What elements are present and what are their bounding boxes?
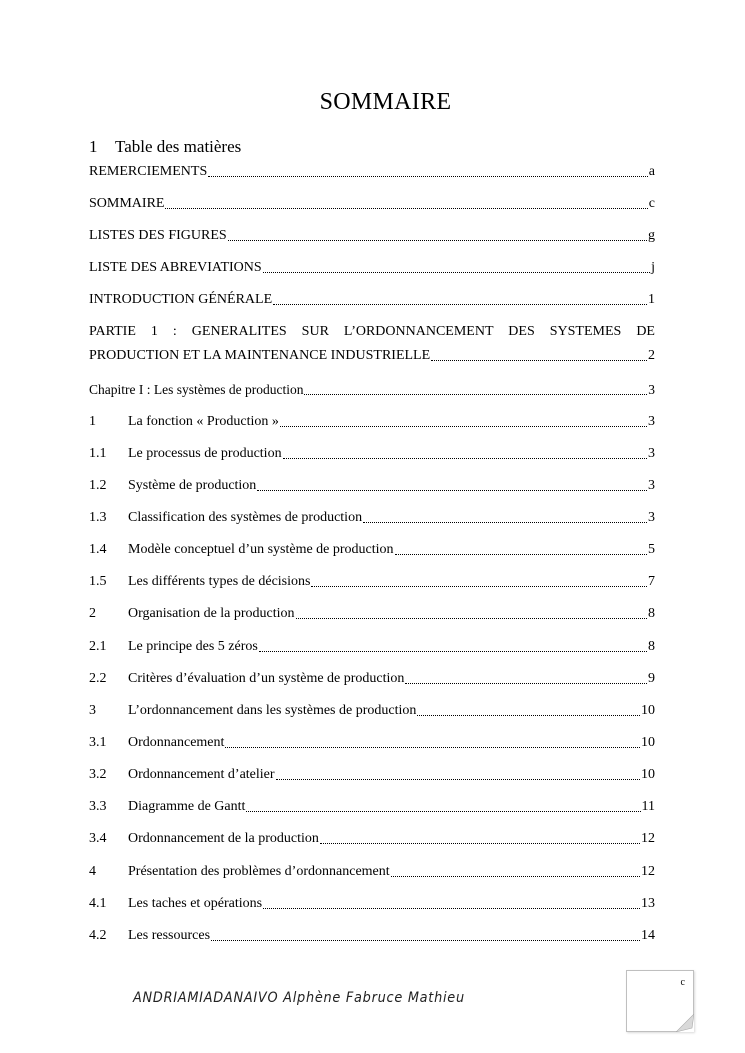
toc-entry-number: 1	[89, 414, 96, 429]
section-number: 1	[89, 137, 98, 156]
toc-entry[interactable]	[89, 765, 655, 785]
dot-leader	[273, 304, 647, 305]
toc-entry-page: 8	[648, 606, 655, 621]
toc-entry-label: Les taches et opérations	[128, 896, 263, 911]
toc-entry-label: LISTE DES ABREVIATIONS	[89, 260, 262, 275]
toc-entry-page: 10	[641, 703, 655, 718]
toc-entry-page: 3	[648, 510, 655, 525]
toc-entry[interactable]	[89, 894, 655, 914]
toc-entry-page: 12	[641, 831, 655, 846]
toc-entry-label: Ordonnancement d’atelier	[128, 767, 275, 782]
toc-entry-number: 2	[89, 606, 96, 621]
toc-entry-number: 3.3	[89, 799, 107, 814]
toc-entry-label: L’ordonnancement dans les systèmes de production	[128, 703, 417, 718]
toc-entry[interactable]	[89, 797, 655, 817]
dot-leader	[363, 522, 647, 523]
toc-entry-chapitre-1[interactable]	[89, 380, 655, 400]
toc-entry-number: 1.2	[89, 478, 107, 493]
toc-entry-page: 2	[648, 348, 655, 363]
toc-entry-number: 1.5	[89, 574, 107, 589]
toc-entry-number: 2.2	[89, 671, 107, 686]
toc-entry-label: INTRODUCTION GÉNÉRALE	[89, 292, 273, 307]
toc-entry[interactable]	[89, 733, 655, 753]
toc-entry-number: 3.4	[89, 831, 107, 846]
toc-entry-abreviations[interactable]	[89, 258, 655, 278]
toc-entry-number: 1.4	[89, 542, 107, 557]
dot-leader	[259, 651, 647, 652]
toc-entry-page: 14	[641, 928, 655, 943]
section-label: Table des matières	[115, 137, 242, 156]
toc-entry-label: Ordonnancement de la production	[128, 831, 319, 846]
page-number: c	[680, 977, 685, 988]
toc-entry-label: Modèle conceptuel d’un système de production	[128, 542, 394, 557]
dot-leader	[417, 715, 640, 716]
dot-leader	[228, 240, 647, 241]
toc-entry[interactable]	[89, 412, 655, 432]
toc-entry-page: 3	[648, 414, 655, 429]
toc-entry-page: 1	[648, 292, 655, 307]
toc-entry-label: Ordonnancement	[128, 735, 225, 750]
toc-entry[interactable]	[89, 572, 655, 592]
toc-entry-number: 1.3	[89, 510, 107, 525]
toc-entry-remerciements[interactable]	[89, 162, 655, 182]
toc-entry-introduction[interactable]	[89, 290, 655, 310]
dot-leader	[405, 683, 647, 684]
toc-entry-label: Organisation de la production	[128, 606, 295, 621]
dot-leader	[304, 394, 647, 395]
toc-entry-number: 3	[89, 703, 96, 718]
toc-entry-page: 8	[648, 639, 655, 654]
toc-entry-page: 11	[641, 799, 655, 814]
toc-entry-number: 1.1	[89, 446, 107, 461]
toc-entry-label: SOMMAIRE	[89, 196, 165, 211]
toc-entry-page: 10	[641, 767, 655, 782]
toc-entry-label: Le processus de production	[128, 446, 282, 461]
dot-leader	[391, 876, 640, 877]
toc-entry-page: 12	[641, 864, 655, 879]
dot-leader	[311, 586, 647, 587]
toc-entry-number: 4.1	[89, 896, 107, 911]
page-title: SOMMAIRE	[319, 89, 452, 115]
toc-entry[interactable]	[89, 508, 655, 528]
toc-entry-label: Chapitre I : Les systèmes de production	[89, 382, 304, 397]
toc-entry-number: 4	[89, 864, 96, 879]
dot-leader	[257, 490, 647, 491]
toc-entry-number: 3.2	[89, 767, 107, 782]
toc-entry-page: j	[651, 260, 655, 275]
toc-entry-label: Diagramme de Gantt	[128, 799, 246, 814]
toc-entry-number: 4.2	[89, 928, 107, 943]
toc-entry-number: 3.1	[89, 735, 107, 750]
toc-entry[interactable]	[89, 540, 655, 560]
toc-entry-label: REMERCIEMENTS	[89, 164, 208, 179]
toc-entry-label: La fonction « Production »	[128, 414, 279, 429]
dot-leader	[208, 176, 648, 177]
dot-leader	[225, 747, 640, 748]
toc-entry[interactable]	[89, 669, 655, 689]
footer-author: ANDRIAMIADANAIVO Alphène Fabruce Mathieu	[133, 990, 465, 1006]
dot-leader	[263, 908, 640, 909]
toc-entry[interactable]	[89, 862, 655, 882]
toc-entry-label: Classification des systèmes de production	[128, 510, 363, 525]
toc-entry-label: Le principe des 5 zéros	[128, 639, 258, 654]
toc-entry-label: Critères d’évaluation d’un système de production	[128, 671, 405, 686]
toc-entry-page: 3	[648, 382, 655, 397]
toc-entry[interactable]	[89, 926, 655, 946]
toc-entry-page: 5	[648, 542, 655, 557]
page-number-box	[626, 970, 694, 1032]
toc-partie-line2[interactable]	[89, 346, 655, 366]
dot-leader	[280, 426, 647, 427]
dot-leader	[320, 843, 640, 844]
toc-entry[interactable]	[89, 829, 655, 849]
dot-leader	[431, 360, 647, 361]
toc-entry[interactable]	[89, 476, 655, 496]
toc-entry-label: PRODUCTION ET LA MAINTENANCE INDUSTRIELLE	[89, 348, 431, 363]
toc-entry-listes-figures[interactable]	[89, 226, 655, 246]
toc-entry-page: 9	[648, 671, 655, 686]
section-heading	[89, 137, 241, 157]
toc-entry-number: 2.1	[89, 639, 107, 654]
toc-entry-page: g	[648, 228, 655, 243]
toc-entry-page: 10	[641, 735, 655, 750]
toc-entry-label: Système de production	[128, 478, 257, 493]
dot-leader	[211, 940, 640, 941]
toc-entry[interactable]	[89, 701, 655, 721]
toc-partie-line1[interactable]: PARTIE 1 : GENERALITES SUR L’ORDONNANCEMENT DES SYSTEMES DE	[89, 324, 655, 339]
toc-entry-page: 13	[641, 896, 655, 911]
dot-leader	[283, 458, 647, 459]
toc-entry[interactable]	[89, 637, 655, 657]
toc-entry-label: Présentation des problèmes d’ordonnancement	[128, 864, 390, 879]
dot-leader	[246, 811, 640, 812]
toc-entry-label: LISTES DES FIGURES	[89, 228, 227, 243]
dot-leader	[263, 272, 650, 273]
toc-entry-label: Les ressources	[128, 928, 211, 943]
toc-entry-page: c	[648, 196, 655, 211]
toc-entry-page: 3	[648, 478, 655, 493]
toc-entry-label: Les différents types de décisions	[128, 574, 311, 589]
toc-entry-page: a	[648, 164, 655, 179]
dot-leader	[395, 554, 647, 555]
dot-leader	[165, 208, 647, 209]
toc-entry[interactable]	[89, 444, 655, 464]
toc-entry-sommaire[interactable]	[89, 194, 655, 214]
dot-leader	[276, 779, 640, 780]
dot-leader	[296, 618, 647, 619]
page-curl-icon	[676, 1014, 694, 1032]
toc-entry-page: 7	[648, 574, 655, 589]
toc-entry[interactable]	[89, 604, 655, 624]
toc-entry-page: 3	[648, 446, 655, 461]
